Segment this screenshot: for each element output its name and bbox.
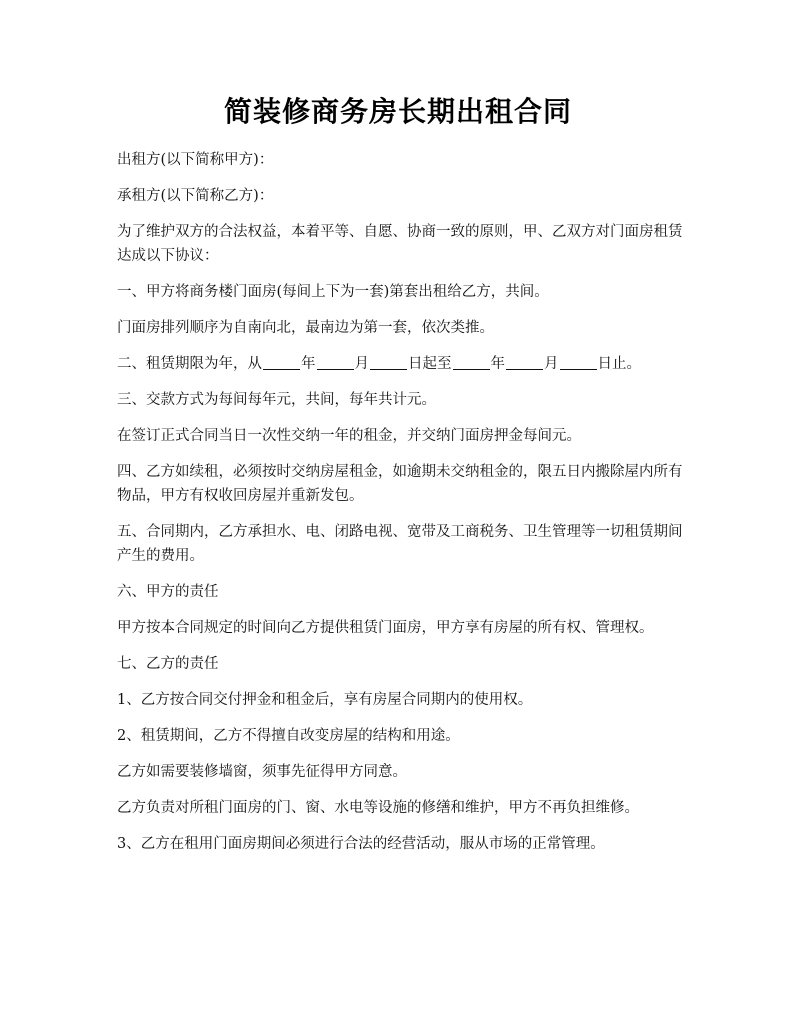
term-month-1: 月 — [354, 356, 369, 372]
heading-clause-7: 七、乙方的责任 — [117, 656, 219, 672]
paragraph-duty-3: 3、乙方在租用门面房期间必须进行合法的经营活动，服从市场的正常管理。 — [117, 836, 605, 852]
paragraph-maintenance: 乙方负责对所租门面房的门、窗、水电等设施的修缮和维护，甲方不再负担维修。 — [117, 800, 639, 816]
blank-line — [453, 355, 490, 370]
paragraph-clause-2-term — [117, 352, 683, 376]
blank-line — [317, 355, 354, 370]
paragraph-clause-5: 五、合同期内，乙方承担水、电、闭路电视、宽带及工商税务、卫生管理等一切租赁期间产生的费用。 — [117, 524, 683, 564]
paragraph-renovation: 乙方如需要装修墙窗，须事先征得甲方同意。 — [117, 764, 407, 780]
document-body — [117, 148, 683, 868]
paragraph-duty-1: 1、乙方按合同交付押金和租金后，享有房屋合同期内的使用权。 — [117, 692, 533, 708]
term-month-2: 月 — [544, 356, 559, 372]
term-day-end: 日止。 — [597, 356, 641, 372]
blank-line — [263, 355, 300, 370]
blank-line — [370, 355, 407, 370]
paragraph-lessee: 承租方(以下简称乙方)： — [117, 188, 274, 204]
paragraph-deposit: 在签订正式合同当日一次性交纳一年的租金，并交纳门面房押金每间元。 — [117, 428, 581, 444]
term-day-start: 日起至 — [408, 356, 452, 372]
term-prefix: 二、租赁期限为年，从 — [117, 356, 262, 372]
heading-clause-6: 六、甲方的责任 — [117, 584, 219, 600]
paragraph-clause-3: 三、交款方式为每间每年元，共间，每年共计元。 — [117, 392, 436, 408]
paragraph-clause-1: 一、甲方将商务楼门面房(每间上下为一套)第套出租给乙方，共间。 — [117, 284, 549, 300]
page-title: 简装修商务房长期出租合同 — [223, 95, 572, 128]
paragraph-lessor-duty: 甲方按本合同规定的时间向乙方提供租赁门面房，甲方享有房屋的所有权、管理权。 — [117, 620, 654, 636]
term-year-2: 年 — [490, 356, 505, 372]
term-year-1: 年 — [301, 356, 316, 372]
paragraph-preamble: 为了维护双方的合法权益，本着平等、自愿、协商一致的原则，甲、乙双方对门面房租赁达成以下协议： — [117, 224, 683, 264]
blank-line — [560, 355, 597, 370]
paragraph-order: 门面房排列顺序为自南向北，最南边为第一套，依次类推。 — [117, 320, 494, 336]
paragraph-duty-2: 2、租赁期间，乙方不得擅自改变房屋的结构和用途。 — [117, 728, 460, 744]
paragraph-clause-4: 四、乙方如续租，必须按时交纳房屋租金，如逾期未交纳租金的，限五日内搬除屋内所有物品，甲方有权收回房屋并重新发包。 — [117, 464, 683, 504]
paragraph-lessor: 出租方(以下简称甲方)： — [117, 152, 274, 168]
blank-line — [506, 355, 543, 370]
